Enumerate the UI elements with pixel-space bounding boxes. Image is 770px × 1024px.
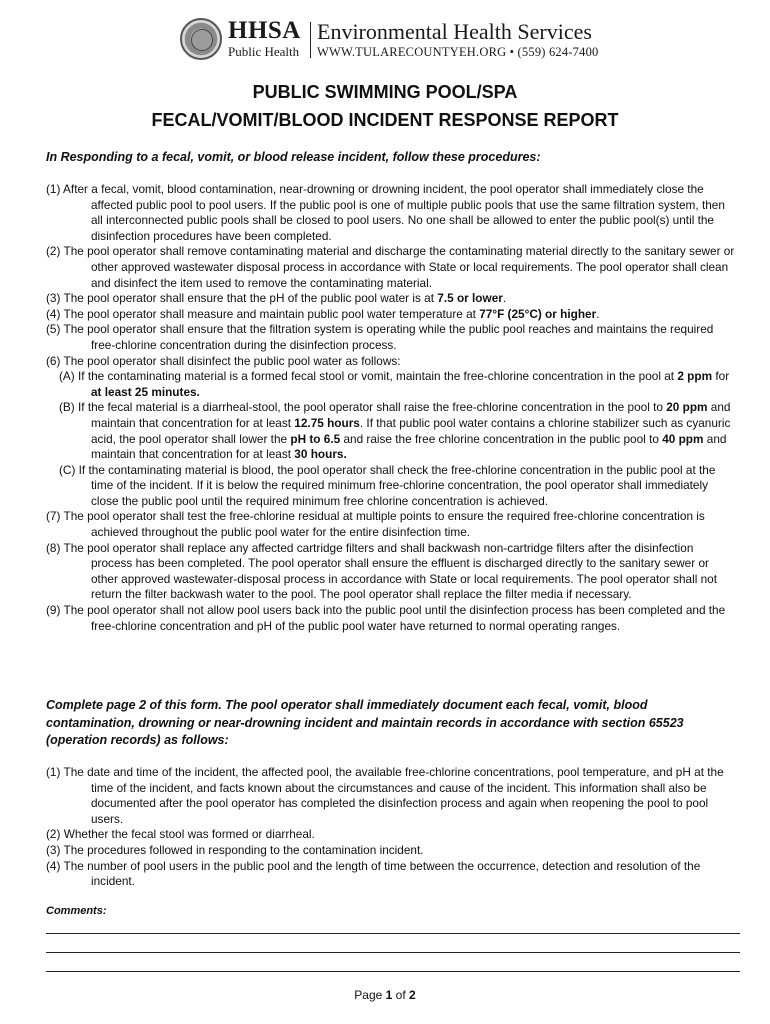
- procedure-6b-b1: 20 ppm: [666, 400, 708, 415]
- procedure-6b-b2: 12.75 hours: [294, 415, 360, 430]
- procedure-6a: [46, 369, 736, 400]
- procedure-6b-b3: pH to 6.5: [290, 431, 341, 446]
- procedure-8: (8) The pool operator shall replace any affected cartridge filters and shall backwash non-cartridge filters after the disinfection process has been completed. The pool operator shall ensure the effluent is discharged directly to the sanitary sewer or other approved wastewater-disposal process in accordance with State or local requirements. The pool operator shall not return the filter backwash water to the pool. The pool operator shall replace the filter media if necessary.: [46, 540, 718, 602]
- page-number: 1: [385, 988, 393, 1002]
- department-name: Environmental Health Services: [317, 19, 592, 44]
- procedure-6a-text: (A) If the contaminating material is a formed fecal stool or vomit, maintain the free-chlorine concentration in the pool at: [59, 369, 678, 384]
- comments-label: Comments:: [46, 905, 107, 917]
- page-title-line2: FECAL/VOMIT/BLOOD INCIDENT RESPONSE REPORT: [151, 110, 619, 130]
- contact-line: WWW.TULARECOUNTYEH.ORG • (559) 624-7400: [317, 45, 599, 59]
- procedure-4-end: .: [596, 306, 600, 321]
- procedure-6b-t2: and maintain that concentration for at least: [91, 400, 731, 430]
- procedure-3-ph: 7.5 or lower: [437, 291, 503, 306]
- procedure-6a-time: at least 25 minutes.: [91, 384, 200, 399]
- page-footer: [0, 988, 770, 1002]
- intro-heading: In Responding to a fecal, vomit, or blood release incident, follow these procedures:: [46, 150, 541, 164]
- seal-center: [191, 29, 213, 51]
- header-divider: [310, 22, 311, 58]
- procedure-2: (2) The pool operator shall remove contaminating material and discharge the contaminating material directly to the sanitary sewer or other approved wastewater disposal process in accordance with State or local requirements. The pool operator shall clean and disinfect the item used to remove the contaminating material.: [46, 244, 735, 290]
- procedure-3-text: (3) The pool operator shall ensure that the pH of the public pool water is at: [46, 291, 438, 306]
- record-3: (3) The procedures followed in responding to the contamination incident.: [46, 842, 424, 857]
- procedure-9: (9) The pool operator shall not allow pool users back into the public pool until the disinfection process has been completed and the free-chlorine concentration and pH of the public pool water have returned to normal operating ranges.: [46, 603, 726, 633]
- county-seal-logo: [180, 18, 222, 60]
- page-title-line1: PUBLIC SWIMMING POOL/SPA: [252, 82, 518, 102]
- procedure-3: [46, 291, 736, 307]
- of-word: of: [395, 988, 406, 1002]
- procedure-6a-for: for: [712, 369, 730, 384]
- comment-line-2[interactable]: [46, 952, 740, 953]
- procedure-6b-b4: 40 ppm: [662, 431, 704, 446]
- procedure-4-temp: 77°F (25°C) or higher: [479, 306, 597, 321]
- letterhead: [180, 18, 620, 62]
- procedure-6c: (C) If the contaminating material is blood, the pool operator shall check the free-chlorine concentration in the public pool at the time of the incident. If it is below the required minimum free-chlorine concentration, the pool operator shall immediately close the public pool until the required minimum free chlorine concentration is achieved.: [59, 462, 716, 508]
- procedure-6a-ppm: 2 ppm: [677, 369, 713, 384]
- procedure-4: [46, 307, 736, 323]
- procedure-6b-b5: 30 hours.: [294, 447, 347, 462]
- procedures-list: [46, 182, 736, 634]
- records-list: [46, 765, 736, 890]
- procedure-6b-t1: (B) If the fecal material is a diarrheal-stool, the pool operator shall raise the free-chlorine concentration in the pool to: [59, 400, 667, 415]
- procedure-4-text: (4) The pool operator shall measure and maintain public pool water temperature at: [46, 306, 480, 321]
- comment-line-3[interactable]: [46, 971, 740, 972]
- org-sub: Public Health: [228, 44, 300, 59]
- record-1: (1) The date and time of the incident, the affected pool, the available free-chlorine concentrations, pool temperature, and pH at the time of the incident, and facts known about the circumstances and cause of the incident. This information shall also be documented after the pool operator has completed the disinfection process and again when reopening the pool to pool users.: [46, 765, 724, 826]
- page-word: Page: [354, 988, 383, 1002]
- procedure-6b-t3: . If that public pool water contains a chlorine stabilizer such as cyanuric acid, the pool operator shall lower the: [91, 415, 731, 446]
- procedure-5: (5) The pool operator shall ensure that the filtration system is operating while the public pool reaches and maintains the required free-chlorine concentration during the disinfection process.: [46, 322, 714, 352]
- record-4: (4) The number of pool users in the public pool and the length of time between the occurrence, detection and resolution of the incident.: [46, 858, 701, 889]
- comment-line-1[interactable]: [46, 933, 740, 934]
- complete-notice: Complete page 2 of this form. The pool operator shall immediately document each fecal, vomit, blood contamination, drowning or near-drowning incident and maintain records in accordance with section 65523 (operation records) as follows:: [46, 698, 684, 747]
- org-abbrev: HHSA: [228, 17, 301, 44]
- procedure-7: (7) The pool operator shall test the free-chlorine residual at multiple points to ensure the required free-chlorine concentration is achieved throughout the public pool water for the entire disinfection time.: [46, 509, 705, 540]
- procedure-1: (1) After a fecal, vomit, blood contamination, near-drowning or drowning incident, the pool operator shall immediately close the affected public pool to pool users. If the public pool is one of multiple public pools that use the same filtration system, then all interconnected public pools shall be closed to pool users. No one shall be allowed to enter the public pool(s) until the disinfection procedures have been completed.: [46, 182, 725, 243]
- page-total: 2: [409, 988, 416, 1002]
- procedure-6: (6) The pool operator shall disinfect the public pool water as follows:: [46, 353, 401, 368]
- record-2: (2) Whether the fecal stool was formed or diarrheal.: [46, 827, 315, 842]
- procedure-6b: [46, 400, 736, 462]
- procedure-6b-t5: and maintain that concentration for at least: [91, 431, 727, 462]
- procedure-3-end: .: [502, 291, 507, 306]
- procedure-6b-t4: and raise the free chlorine concentration in the public pool to: [340, 431, 663, 446]
